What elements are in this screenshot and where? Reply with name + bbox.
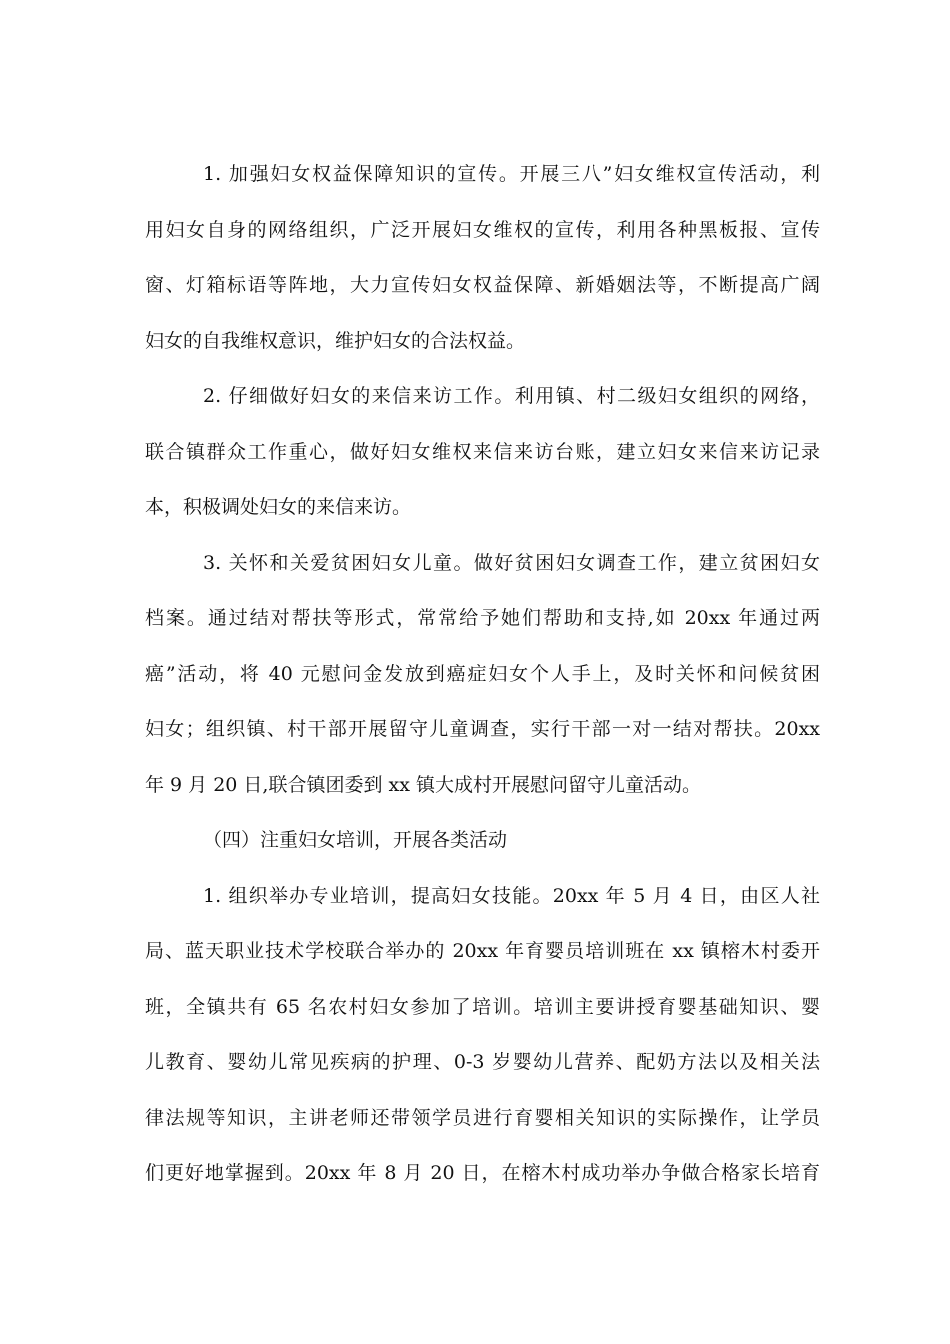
text-line: 档案。通过结对帮扶等形式，常常给予她们帮助和支持,如 20xx 年通过两 xyxy=(145,607,820,629)
text-line: 窗、灯箱标语等阵地，大力宣传妇女权益保障、新婚姻法等，不断提高广阔 xyxy=(145,274,820,296)
document-body xyxy=(145,147,820,1202)
text-line: 1. 加强妇女权益保障知识的宣传。开展三八”妇女维权宣传活动，利 xyxy=(203,163,820,185)
paragraph-poor-women-children xyxy=(145,536,820,814)
text-line: 儿教育、婴幼儿常见疾病的护理、0-3 岁婴幼儿营养、配奶方法以及相关法 xyxy=(145,1051,820,1073)
text-line: 年 9 月 20 日,联合镇团委到 xx 镇大成村开展慰问留守儿童活动。 xyxy=(145,773,701,796)
paragraph-letters-visits xyxy=(145,369,820,536)
text-line: 3. 关怀和关爱贫困妇女儿童。做好贫困妇女调查工作，建立贫困妇女 xyxy=(203,551,820,574)
text-line: 1. 组织举办专业培训，提高妇女技能。20xx 年 5 月 4 日，由区人社 xyxy=(203,884,820,907)
text-line: 本，积极调处妇女的来信来访。 xyxy=(145,496,412,518)
text-line: 2. 仔细做好妇女的来信来访工作。利用镇、村二级妇女组织的网络， xyxy=(203,385,820,407)
text-line: 局、蓝天职业技术学校联合举办的 20xx 年育婴员培训班在 xx 镇榕木村委开 xyxy=(145,940,820,962)
text-line: 班，全镇共有 65 名农村妇女参加了培训。培训主要讲授育婴基础知识、婴 xyxy=(145,995,820,1018)
text-line: 用妇女自身的网络组织，广泛开展妇女维权的宣传，利用各种黑板报、宣传 xyxy=(145,218,820,241)
paragraph-training xyxy=(145,869,820,1202)
paragraph-publicity xyxy=(145,147,820,369)
section-heading xyxy=(145,813,820,869)
text-line: 妇女；组织镇、村干部开展留守儿童调查，实行干部一对一结对帮扶。20xx xyxy=(145,718,820,740)
text-line: 们更好地掌握到。20xx 年 8 月 20 日，在榕木村成功举办争做合格家长培育 xyxy=(145,1162,820,1184)
text-line: 律法规等知识，主讲老师还带领学员进行育婴相关知识的实际操作，让学员 xyxy=(145,1106,820,1129)
heading-line: （四）注重妇女培训，开展各类活动 xyxy=(203,829,508,851)
text-line: 联合镇群众工作重心，做好妇女维权来信来访台账，建立妇女来信来访记录 xyxy=(145,440,820,463)
text-line: 妇女的自我维权意识，维护妇女的合法权益。 xyxy=(145,329,526,352)
text-line: 癌”活动，将 40 元慰问金发放到癌症妇女个人手上，及时关怀和问候贫困 xyxy=(145,662,820,685)
